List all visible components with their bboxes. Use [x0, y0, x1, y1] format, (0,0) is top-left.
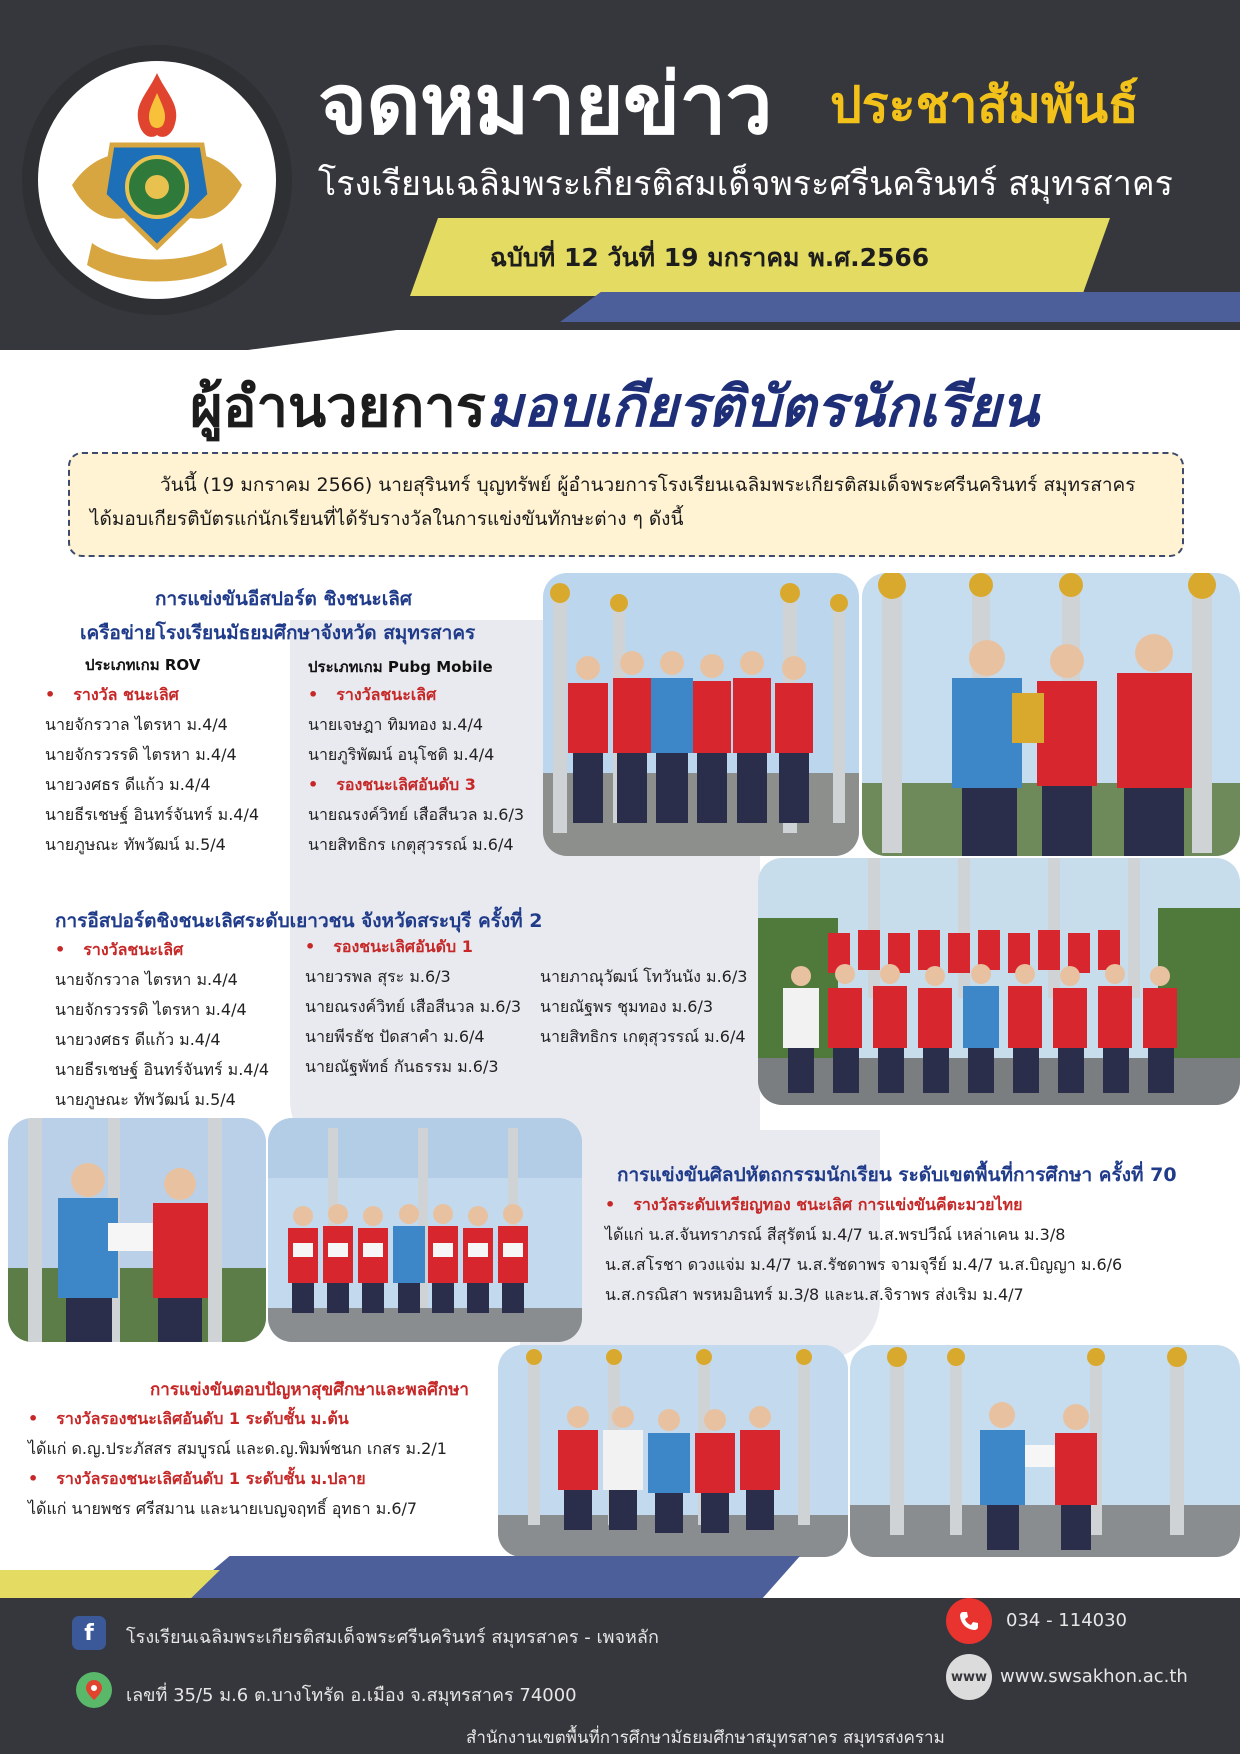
section3-line3: น.ส.กรณิสา พรหมอินทร์ ม.3/8 และน.ส.จิราพร ส่งเริม ม.4/7: [605, 1285, 1024, 1304]
bullet-icon: •: [308, 685, 319, 704]
section1-pubg-list: [308, 680, 524, 860]
section1-title1: การแข่งขันอีสปอร์ต ชิงชนะเลิศ: [155, 588, 412, 610]
photo-muaythai-group: [268, 1118, 582, 1342]
facebook-icon[interactable]: f: [72, 1616, 106, 1650]
section3-list: [605, 1190, 1122, 1310]
section2-name: นายจักรวรรดิ ไตรหา ม.4/4: [55, 1000, 247, 1019]
pubg-award2: รองชนะเลิศอันดับ 3: [336, 775, 476, 794]
phone-icon: [946, 1598, 992, 1644]
section1-rov-list: [45, 680, 259, 860]
section1-title2: เครือข่ายโรงเรียนมัธยมศึกษาจังหวัด สมุทรสาคร: [80, 622, 476, 644]
rov-name: นายจักรวรรดิ ไตรหา ม.4/4: [45, 745, 237, 764]
pubg-name: นายณรงค์วิทย์ เสือสีนวล ม.6/3: [308, 805, 525, 824]
section2-name: นายจักรวาล ไตรหา ม.4/4: [55, 970, 238, 989]
header-blue-stripe: [560, 292, 1240, 322]
newsletter-title: จดหมายข่าว: [318, 55, 772, 153]
photo-quiz-certificate: [850, 1345, 1240, 1557]
rov-name: นายจักรวาล ไตรหา ม.4/4: [45, 715, 228, 734]
headline-part1: ผู้อำนวยการ: [190, 375, 486, 440]
section2-name: นายณัฐพัทธ์ กันธรรม ม.6/3: [305, 1057, 499, 1076]
location-pin-icon: [76, 1672, 112, 1708]
section2-name: นายภูษณะ ทัพวัฒน์ ม.5/4: [55, 1090, 236, 1109]
rov-award: รางวัล ชนะเลิศ: [73, 685, 179, 704]
bullet-icon: •: [28, 1469, 39, 1488]
section3-line1: ได้แก่ น.ส.จันทราภรณ์ สีสุรัตน์ ม.4/7 น.ส.พรปวีณ์ เหล่าเคน ม.3/8: [605, 1225, 1066, 1244]
section3-title: การแข่งขันศิลปหัตถกรรมนักเรียน ระดับเขตพื้นที่การศึกษา ครั้งที่ 70: [617, 1164, 1177, 1186]
school-address: เลขที่ 35/5 ม.6 ต.บางโทรัด อ.เมือง จ.สมุทรสาคร 74000: [126, 1685, 577, 1706]
bullet-icon: •: [308, 775, 319, 794]
section4-award1: รางวัลรองชนะเลิศอันดับ 1 ระดับชั้น ม.ต้น: [56, 1409, 349, 1428]
footer-blue-stripe: [180, 1556, 800, 1598]
rov-name: นายธีรเชษฐ์ อินทร์จันทร์ ม.4/4: [45, 805, 260, 824]
pubg-name: นายเจษฎา ทิมทอง ม.4/4: [308, 715, 484, 734]
bullet-icon: •: [55, 940, 66, 959]
footer-yellow-stripe: [0, 1570, 220, 1600]
bullet-icon: •: [28, 1409, 39, 1428]
footer: [0, 1598, 1240, 1754]
intro-line2: ได้มอบเกียรติบัตรแก่นักเรียนที่ได้รับรางวัลในการแข่งขันทักษะต่าง ๆ ดังนี้: [90, 508, 684, 530]
section4-line2: ได้แก่ นายพชร ศรีสมาน และนายเบญจฤทธิ์ อุทธา ม.6/7: [28, 1499, 418, 1518]
section2-award1: รางวัลชนะเลิศ: [83, 940, 184, 959]
website-link[interactable]: www.swsakhon.ac.th: [1000, 1666, 1188, 1687]
photo-certificate-handover: [8, 1118, 266, 1342]
photo-team-group: [758, 858, 1240, 1105]
headline: [190, 362, 1039, 451]
section2-name: นายพีรธัช ปัดสาคำ ม.6/4: [305, 1027, 485, 1046]
section2-name: นายณัฐพร ชุมทอง ม.6/3: [540, 997, 714, 1016]
section4-line1: ได้แก่ ด.ญ.ประภัสสร สมบูรณ์ และด.ญ.พิมพ์ชนก เกสร ม.2/1: [28, 1439, 447, 1458]
section4-list: [28, 1404, 447, 1524]
photo-quiz-group: [498, 1345, 848, 1557]
section4-title: การแข่งขันตอบปัญหาสุขศึกษาและพลศึกษา: [150, 1380, 469, 1400]
section2-award2: รองชนะเลิศอันดับ 1: [333, 937, 473, 956]
section2-name: นายภาณุวัฒน์ โทวันนัง ม.6/3: [540, 967, 748, 986]
section2-name: นายวรพล สุระ ม.6/3: [305, 967, 451, 986]
pubg-name: นายภูริพัฒน์ อนุโชติ ม.4/4: [308, 745, 495, 764]
section2-list3: [540, 962, 747, 1052]
section2-list2: [305, 932, 521, 1082]
rov-name: นายภูษณะ ทัพวัฒน์ ม.5/4: [45, 835, 226, 854]
education-office: สำนักงานเขตพื้นที่การศึกษามัธยมศึกษาสมุทรสาคร สมุทรสงคราม: [466, 1728, 945, 1748]
section3-award: รางวัลระดับเหรียญทอง ชนะเลิศ การแข่งขันคีตะมวยไทย: [633, 1195, 1023, 1214]
bullet-icon: •: [45, 685, 56, 704]
issue-info: ฉบับที่ 12 วันที่ 19 มกราคม พ.ศ.2566: [490, 243, 930, 272]
pubg-name: นายสิทธิกร เกตุสุวรรณ์ ม.6/4: [308, 835, 514, 854]
pubg-heading: ประเภทเกม Pubg Mobile: [308, 658, 493, 676]
newsletter-title-accent: ประชาสัมพันธ์: [830, 76, 1139, 134]
section2-title: การอีสปอร์ตชิงชนะเลิศระดับเยาวชน จังหวัดสระบุรี ครั้งที่ 2: [55, 910, 543, 932]
intro-box: [68, 452, 1184, 557]
school-emblem: [38, 61, 276, 299]
www-globe-icon: www: [946, 1654, 992, 1700]
school-name: โรงเรียนเฉลิมพระเกียรติสมเด็จพระศรีนครินทร์ สมุทรสาคร: [318, 164, 1173, 204]
section2-name: นายธีรเชษฐ์ อินทร์จันทร์ ม.4/4: [55, 1060, 270, 1079]
pubg-award1: รางวัลชนะเลิศ: [336, 685, 437, 704]
section2-name: นายวงศธร ดีแก้ว ม.4/4: [55, 1030, 221, 1049]
facebook-page-link[interactable]: โรงเรียนเฉลิมพระเกียรติสมเด็จพระศรีนครินทร์ สมุทรสาคร - เพจหลัก: [126, 1627, 659, 1648]
intro-line1: วันนี้ (19 มกราคม 2566) นายสุรินทร์ บุญทรัพย์ ผู้อำนวยการโรงเรียนเฉลิมพระเกียรติสมเด็จพระศรีนครินทร์ สมุทรสาคร: [160, 474, 1136, 496]
bullet-icon: •: [605, 1195, 616, 1214]
section2-name: นายณรงค์วิทย์ เสือสีนวล ม.6/3: [305, 997, 522, 1016]
school-logo-frame: [22, 45, 292, 315]
headline-part2: มอบเกียรติบัตรนักเรียน: [485, 375, 1039, 440]
section2-list1: [55, 935, 269, 1115]
section2-name: นายสิทธิกร เกตุสุวรรณ์ ม.6/4: [540, 1027, 746, 1046]
school-emblem-icon: [52, 65, 262, 295]
photo-esports-group: [543, 573, 859, 856]
rov-name: นายวงศธร ดีแก้ว ม.4/4: [45, 775, 211, 794]
section3-line2: น.ส.สโรชา ดวงแจ่ม ม.4/7 น.ส.รัชดาพร จามจุรีย์ ม.4/7 น.ส.บิญญา ม.6/6: [605, 1255, 1123, 1274]
section1-rov-block: [85, 650, 200, 680]
rov-heading: ประเภทเกม ROV: [85, 656, 201, 674]
phone-number: 034 - 114030: [1006, 1610, 1128, 1631]
bullet-icon: •: [305, 937, 316, 956]
section4-award2: รางวัลรองชนะเลิศอันดับ 1 ระดับชั้น ม.ปลาย: [56, 1469, 366, 1488]
photo-trophy-handover: [862, 573, 1240, 856]
section1-pubg-block: [308, 652, 493, 682]
